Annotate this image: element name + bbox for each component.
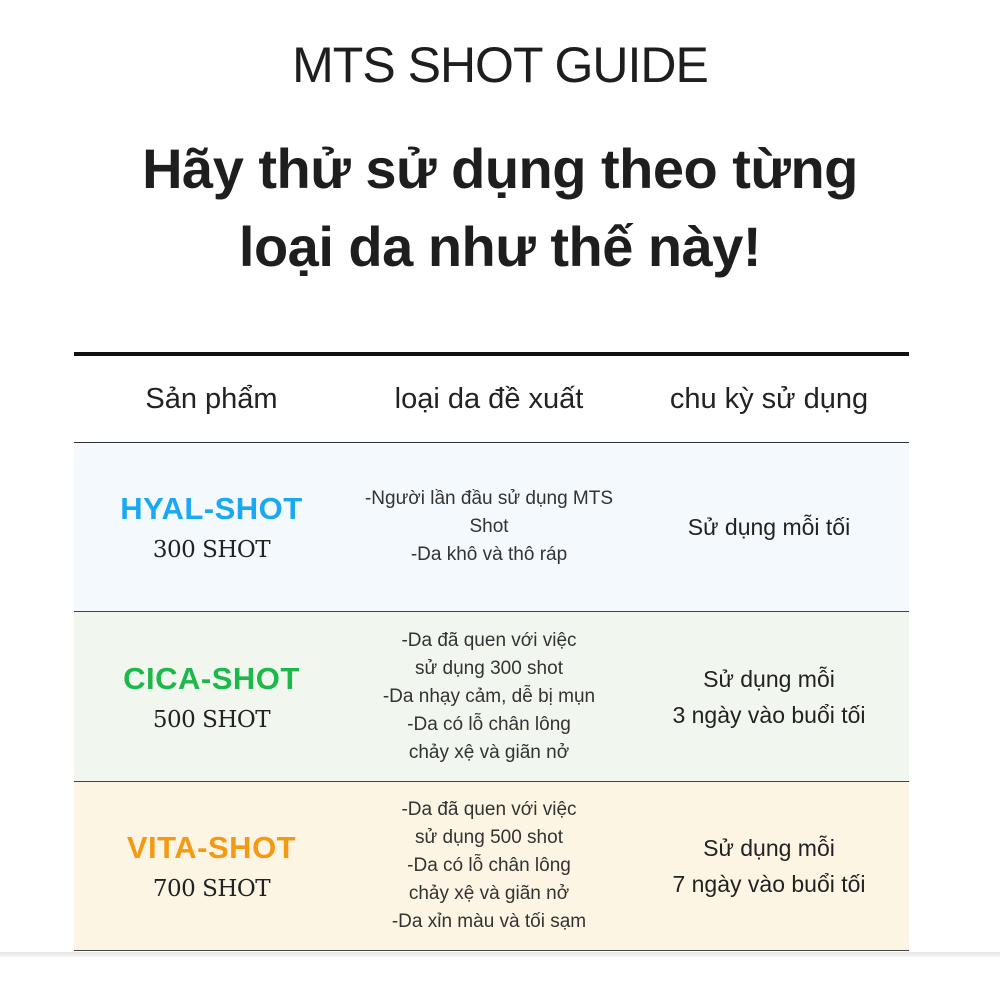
- header-cycle: chu kỳ sử dụng: [669, 382, 869, 415]
- cycle-line: Sử dụng mỗi: [703, 665, 835, 692]
- table-row-vita: [74, 782, 909, 951]
- shot-count: 700 SHOT: [152, 876, 271, 902]
- skin-type-cell: [349, 485, 629, 569]
- headline-line-2: loại da như thế này!: [238, 215, 762, 278]
- cycle-line: Sử dụng mỗi tối: [687, 514, 851, 540]
- skin-type-line: -Da nhạy cảm, dễ bị mụn: [382, 685, 596, 707]
- page-headline: [0, 130, 1000, 286]
- cycle-line: 3 ngày vào buổi tối: [672, 701, 866, 728]
- shot-count: 500 SHOT: [152, 706, 271, 733]
- skin-type-line: -Da đã quen với việc: [401, 629, 577, 651]
- product-cell: [74, 830, 349, 902]
- table-row-cica: [74, 612, 909, 782]
- product-name: CICA-SHOT: [123, 660, 300, 696]
- guide-kicker: MTS SHOT GUIDE: [292, 37, 708, 93]
- skin-type-line: -Da đã quen với việc: [401, 799, 577, 820]
- table-row-hyal: [74, 443, 909, 612]
- header-product: Sản phẩm: [145, 382, 278, 415]
- product-name: HYAL-SHOT: [120, 491, 303, 526]
- skin-type-line: chảy xệ và giãn nở: [408, 883, 570, 904]
- cycle-cell: [629, 830, 909, 902]
- skin-type-cell: [349, 627, 629, 767]
- skin-type-line: sử dụng 500 shot: [415, 827, 563, 848]
- cycle-line: Sử dụng mỗi: [703, 835, 835, 861]
- skin-type-line: -Da khô và thô ráp: [410, 544, 568, 565]
- cycle-line: 7 ngày vào buổi tối: [672, 871, 866, 897]
- skin-type-cell: [349, 796, 629, 936]
- page-divider: [0, 952, 1000, 957]
- header-skin-type: loại da đề xuất: [394, 382, 584, 415]
- skin-type-line: sử dụng 300 shot: [415, 657, 563, 679]
- table-header-row: [74, 356, 909, 443]
- skin-type-line: -Da có lỗ chân lông: [407, 713, 571, 735]
- headline-line-1: Hãy thử sử dụng theo từng: [142, 137, 858, 200]
- cycle-cell: [629, 509, 909, 545]
- skin-type-line: -Da có lỗ chân lông: [407, 855, 571, 876]
- skin-type-line: chảy xệ và giãn nở: [408, 741, 570, 763]
- product-cell: [74, 661, 349, 733]
- product-cell: [74, 491, 349, 563]
- shot-guide-table: [74, 352, 909, 951]
- shot-count: 300 SHOT: [152, 537, 271, 563]
- skin-type-line: -Người lần đầu sử dụng MTS Shot: [364, 488, 614, 537]
- product-name: VITA-SHOT: [126, 830, 297, 865]
- skin-type-line: -Da xỉn màu và tối sạm: [391, 911, 587, 932]
- cycle-cell: [629, 661, 909, 733]
